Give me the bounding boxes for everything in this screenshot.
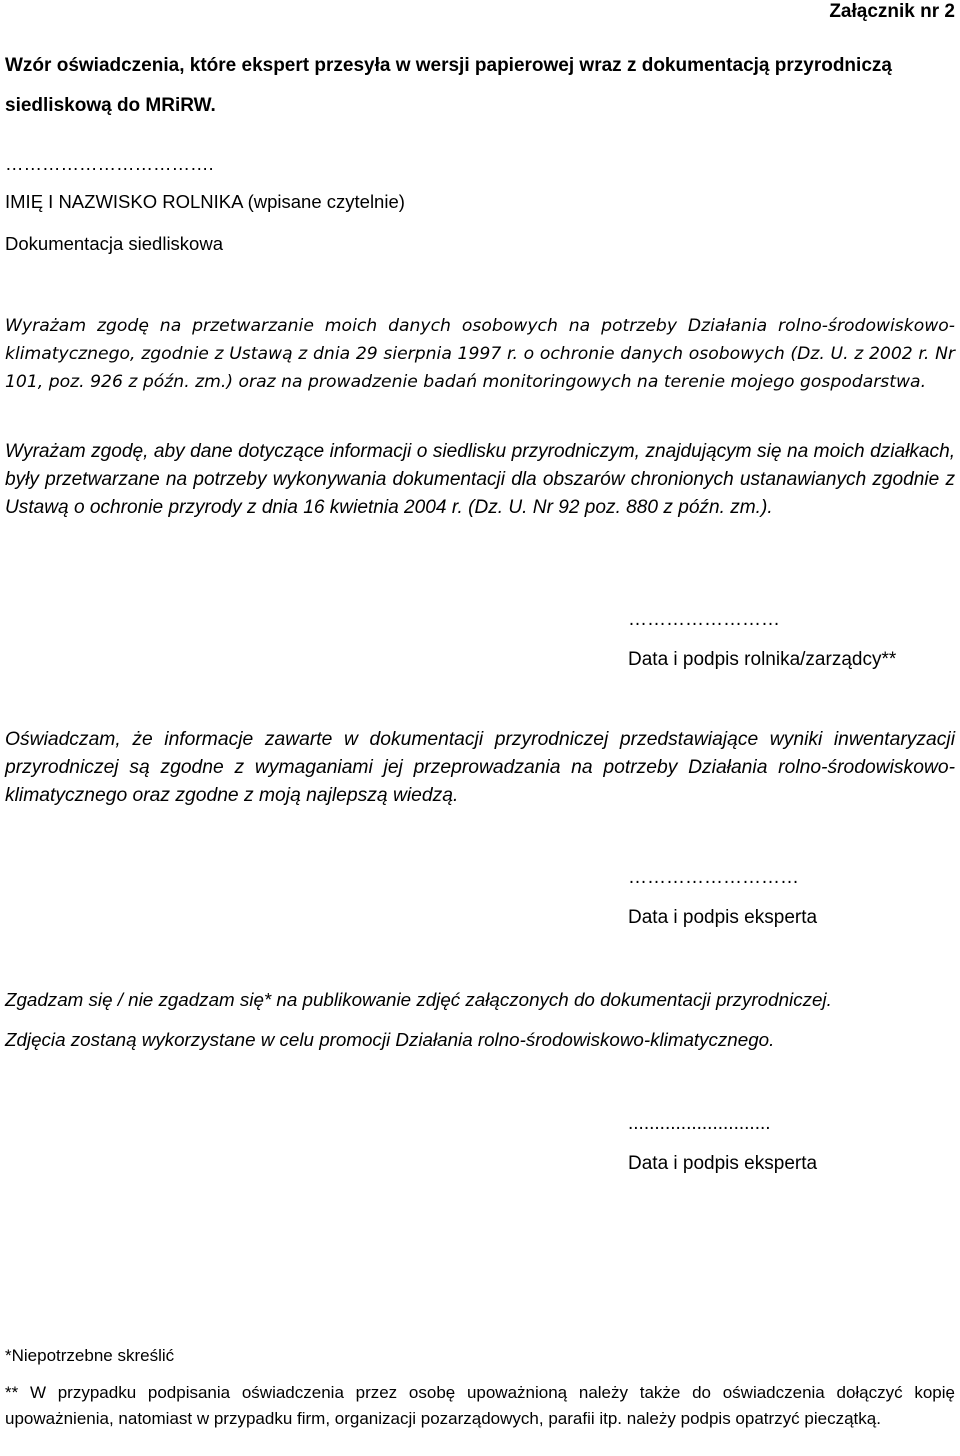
annex-number: Załącznik nr 2 xyxy=(829,1,955,22)
expert-signature-2-label: Data i podpis eksperta xyxy=(628,1153,818,1174)
footnote-single-star: *Niepotrzebne skreślić xyxy=(5,1346,175,1365)
photo-consent: Zgadzam się / nie zgadzam się* na publikowanie zdjęć załączonych do dokumentacji przyrodniczej. xyxy=(5,989,832,1010)
expert-signature-2-dots: ........................... xyxy=(628,1113,771,1134)
data-processing-consent: Wyrażam zgodę na przetwarzanie moich danych osobowych na potrzeby Działania rolno-środowiskowo-klimatycznego, zgodnie z Ustawą z dnia 29 sierpnia 1997 r. o ochronie danych osobowych (Dz. U. z 2002 r. Nr 101, poz. 926 z późn. zm.) oraz na prowadzenie badań monitoringowych na terenie mojego gospodarstwa. xyxy=(5,316,955,392)
farmer-name-label: IMIĘ I NAZWISKO ROLNIKA (wpisane czytelnie) xyxy=(5,191,405,212)
expert-signature-dots: ……………………… xyxy=(628,867,799,888)
farmer-signature-label: Data i podpis rolnika/zarządcy** xyxy=(628,649,897,670)
expert-declaration: Oświadczam, że informacje zawarte w dokumentacji przyrodniczej przedstawiające wyniki inwentaryzacji przyrodniczej są zgodne z wymaganiami jej przeprowadzania na potrzeby Działania rolno-środowiskowo-klimatycznego oraz zgodne z moją najlepszą wiedzą. xyxy=(5,729,955,806)
expert-signature-label: Data i podpis eksperta xyxy=(628,907,818,928)
documentation-label: Dokumentacja siedliskowa xyxy=(5,233,223,254)
footnote-double-star: ** W przypadku podpisania oświadczenia przez osobę upoważnioną należy także do oświadczenia dołączyć kopię upoważnienia, natomiast w przypadku firm, organizacji pozarządowych, parafii itp. należy podpis opatrzyć pieczątką. xyxy=(5,1383,955,1428)
farmer-name-dots: ……………………………. xyxy=(5,153,214,174)
document-title: Wzór oświadczenia, które ekspert przesyła w wersji papierowej wraz z dokumentacją przyrodniczą siedliskową do MRiRW. xyxy=(5,55,892,116)
photo-use-note: Zdjęcia zostaną wykorzystane w celu promocji Działania rolno-środowiskowo-klimatycznego. xyxy=(5,1029,775,1050)
habitat-info-consent: Wyrażam zgodę, aby dane dotyczące informacji o siedlisku przyrodniczym, znajdującym się na moich działkach, były przetwarzane na potrzeby wykonywania dokumentacji dla obszarów chronionych ustanawianych zgodnie z Ustawą o ochronie przyrody z dnia 16 kwietnia 2004 r. (Dz. U. Nr 92 poz. 880 z późn. zm.). xyxy=(5,441,955,518)
farmer-signature-dots: …………………… xyxy=(628,609,780,630)
